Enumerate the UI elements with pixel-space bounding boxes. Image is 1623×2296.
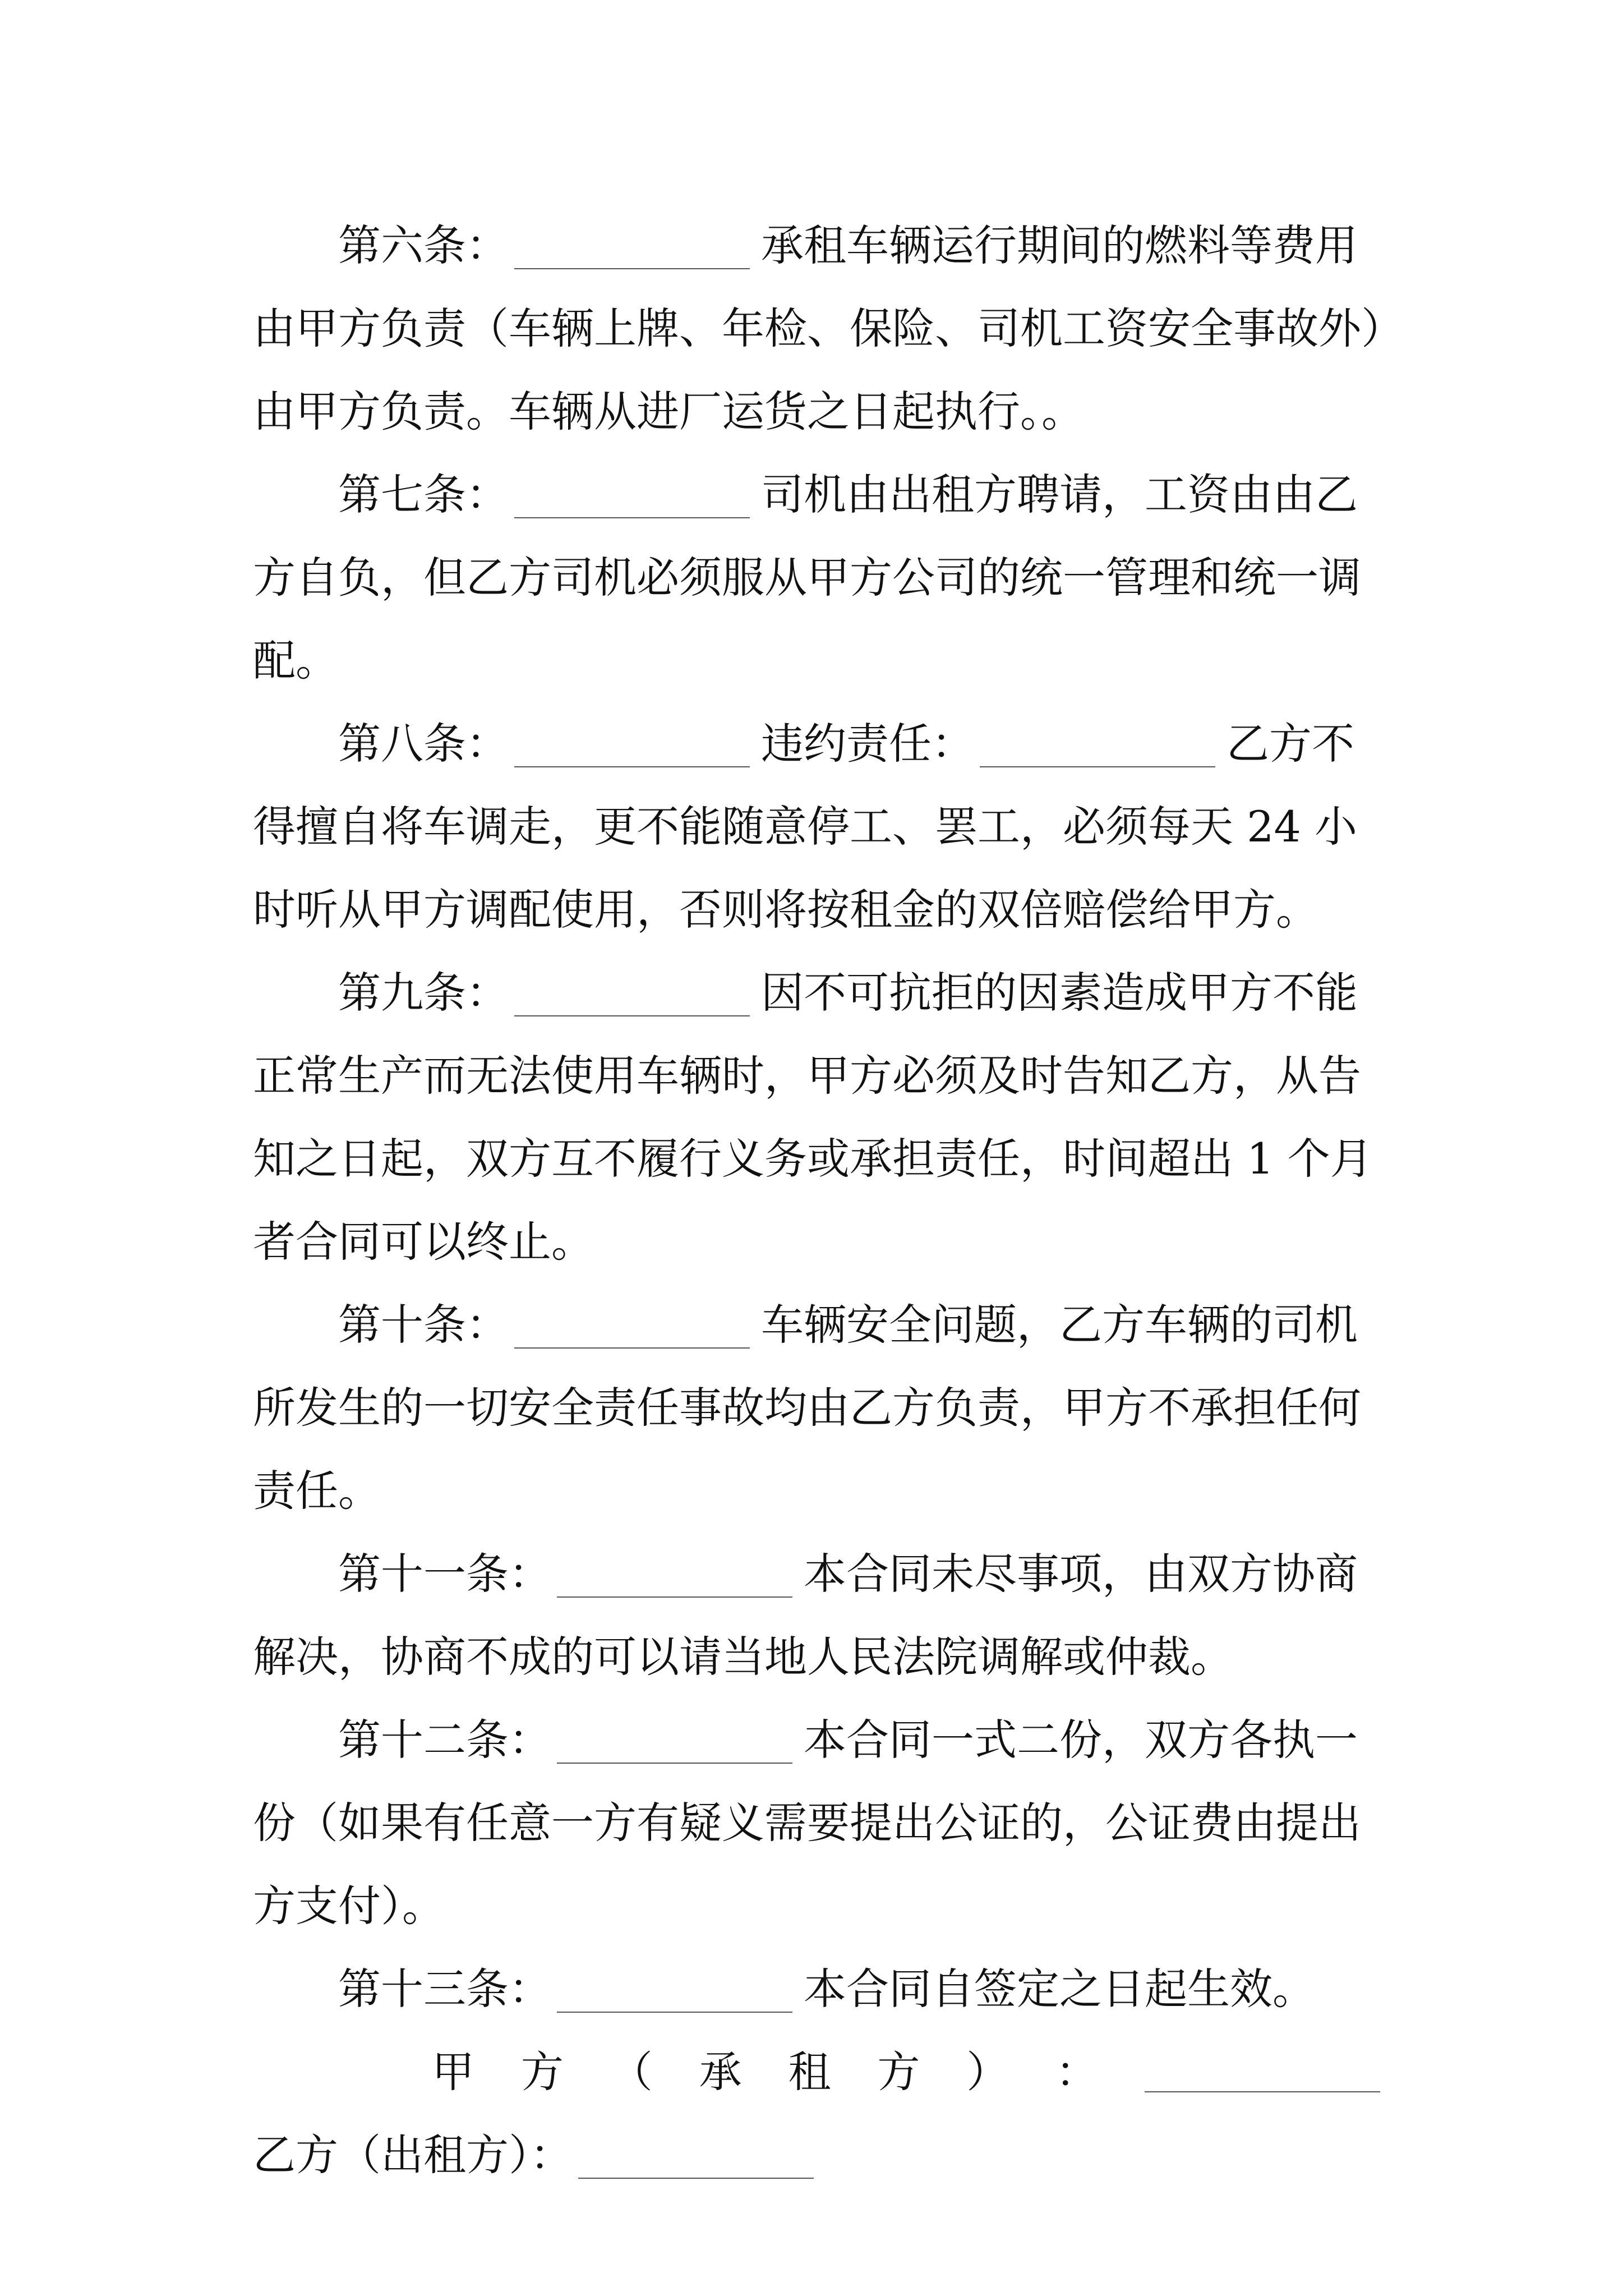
fill-in-blank[interactable] (557, 1972, 792, 2013)
article-7-text: 司机由出租方聘请，工资由由乙 (761, 470, 1358, 519)
article-6-text: 承租车辆运行期间的燃料等费用 (761, 220, 1358, 270)
article-13-line-1 (338, 1947, 1380, 2031)
article-8-text-2: 乙方不 (1227, 719, 1354, 769)
article-10-line-2: 所发生的一切安全责任事故均由乙方负责，甲方不承担任何 (253, 1383, 1361, 1433)
party-a-char: ） (966, 2047, 1009, 2097)
fill-in-blank[interactable] (514, 727, 750, 767)
article-12-label: 第十二条： (338, 1715, 551, 1765)
fill-in-blank[interactable] (514, 478, 750, 518)
article-10-label: 第十条： (338, 1300, 509, 1350)
party-b-label: 乙方（出租方）： (253, 2130, 573, 2180)
article-12-line-1 (338, 1698, 1380, 1782)
article-9-text: 因不可抗拒的因素造成甲方不能 (761, 968, 1358, 1018)
fill-in-blank[interactable] (557, 1723, 792, 1764)
article-7-line-1 (338, 453, 1380, 537)
article-8-label: 第八条： (338, 719, 509, 769)
article-12-line-3: 方支付）。 (253, 1881, 445, 1931)
article-7-line-3: 配。 (253, 636, 338, 685)
article-9-line-4: 者合同可以终止。 (253, 1217, 594, 1267)
fill-in-blank[interactable] (980, 727, 1215, 767)
article-10-line-1 (338, 1283, 1380, 1367)
article-10-text: 车辆安全问题，乙方车辆的司机 (761, 1300, 1358, 1350)
party-a-char: 甲 (432, 2047, 474, 2097)
article-10-line-3: 责任。 (253, 1466, 381, 1516)
article-6-label: 第六条： (338, 220, 509, 270)
party-b-signature-blank[interactable] (578, 2138, 814, 2179)
article-8-line-3: 时听从甲方调配使用，否则将按租金的双倍赔偿给甲方。 (253, 885, 1318, 935)
article-12-text: 本合同一式二份，双方各执一 (804, 1715, 1358, 1765)
party-a-char: 方 (877, 2047, 920, 2097)
article-6-line-2: 由甲方负责（车辆上牌、年检、保险、司机工资安全事故外） (253, 303, 1404, 353)
article-13-text: 本合同自签定之日起生效。 (804, 1964, 1315, 2014)
article-13-label: 第十三条： (338, 1964, 551, 2014)
article-8-line-2: 得擅自将车调走，更不能随意停工、罢工，必须每天 24 小 (253, 802, 1358, 852)
fill-in-blank[interactable] (514, 229, 750, 269)
article-8-text: 违约责任： (761, 719, 974, 769)
party-a-char: （ (610, 2047, 653, 2097)
article-9-line-2: 正常生产而无法使用车辆时，甲方必须及时告知乙方，从告 (253, 1051, 1361, 1101)
party-a-signature-blank[interactable] (1145, 2052, 1380, 2092)
party-a-char: ： (1055, 2047, 1099, 2097)
fill-in-blank[interactable] (514, 1308, 750, 1349)
fill-in-blank[interactable] (557, 1557, 792, 1598)
article-6-line-3: 由甲方负责。车辆从进厂运货之日起执行。。 (253, 386, 1084, 436)
party-a-char: 方 (520, 2047, 564, 2097)
article-9-line-1 (338, 951, 1380, 1035)
party-b-signature-line (253, 2113, 1380, 2197)
article-6-line-1 (338, 204, 1380, 288)
party-a-char: 承 (699, 2047, 742, 2097)
article-11-label: 第十一条： (338, 1549, 551, 1599)
article-9-label: 第九条： (338, 968, 509, 1018)
article-7-line-2: 方自负，但乙方司机必须服从甲方公司的统一管理和统一调 (253, 553, 1361, 602)
article-11-text: 本合同未尽事项，由双方协商 (804, 1549, 1358, 1599)
article-9-line-3: 知之日起，双方互不履行义务或承担责任，时间超出 1 个月 (253, 1134, 1373, 1184)
party-a-char: 租 (788, 2047, 831, 2097)
party-a-signature-line (432, 2030, 1380, 2114)
article-8-line-1 (338, 702, 1380, 786)
article-7-label: 第七条： (338, 470, 509, 519)
article-11-line-1 (338, 1532, 1380, 1616)
fill-in-blank[interactable] (514, 976, 750, 1016)
article-12-line-2: 份（如果有任意一方有疑义需要提出公证的，公证费由提出 (253, 1798, 1361, 1848)
article-11-line-2: 解决，协商不成的可以请当地人民法院调解或仲裁。 (253, 1632, 1233, 1682)
